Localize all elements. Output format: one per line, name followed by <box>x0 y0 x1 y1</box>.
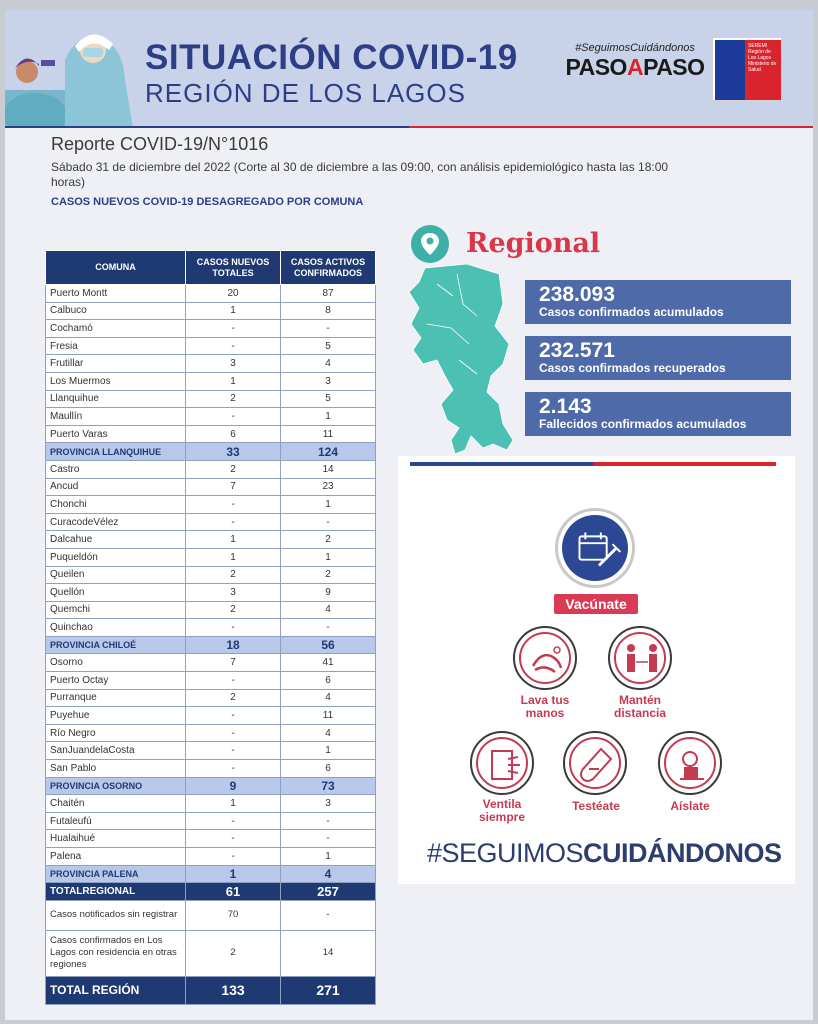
commune-cell: TOTAL REGIÓN <box>46 976 186 1004</box>
province-subtotal-row <box>46 777 376 795</box>
province-subtotal-row <box>46 443 376 461</box>
total-row <box>46 930 376 976</box>
new-cases-cell: 18 <box>186 636 281 654</box>
table-row <box>46 460 376 478</box>
test-tube-icon <box>563 731 627 795</box>
commune-cell: San Pablo <box>46 760 186 778</box>
table-row <box>46 584 376 602</box>
new-cases-cell: 2 <box>186 689 281 707</box>
active-cases-cell: 11 <box>281 425 376 443</box>
regional-stat-box <box>525 392 791 436</box>
commune-cell: PROVINCIA CHILOÉ <box>46 636 186 654</box>
campaign-tag: #SeguimosCuidándonos <box>575 42 695 54</box>
table-row <box>46 496 376 514</box>
table-row <box>46 654 376 672</box>
table-row <box>46 513 376 531</box>
stat-label: Casos confirmados recuperados <box>539 361 726 375</box>
commune-cell: PROVINCIA PALENA <box>46 865 186 883</box>
active-cases-cell: - <box>281 320 376 338</box>
active-cases-cell: - <box>281 900 376 930</box>
stat-label: Fallecidos confirmados acumulados <box>539 417 747 431</box>
table-row <box>46 689 376 707</box>
col-header-new-cases: CASOS NUEVOS TOTALES <box>186 251 281 285</box>
table-row <box>46 425 376 443</box>
regional-stat-box <box>525 336 791 380</box>
header-title: SITUACIÓN COVID-19 <box>145 38 518 77</box>
table-row <box>46 285 376 303</box>
commune-cell: Chaitén <box>46 795 186 813</box>
table-row <box>46 548 376 566</box>
active-cases-cell: 4 <box>281 865 376 883</box>
active-cases-cell: 3 <box>281 372 376 390</box>
active-cases-cell: 87 <box>281 285 376 303</box>
new-cases-cell: - <box>186 337 281 355</box>
commune-cell: Río Negro <box>46 724 186 742</box>
active-cases-cell: 4 <box>281 355 376 373</box>
table-row <box>46 742 376 760</box>
active-cases-cell: 14 <box>281 460 376 478</box>
active-cases-cell: 1 <box>281 742 376 760</box>
new-cases-cell: 1 <box>186 372 281 390</box>
active-cases-cell: 124 <box>281 443 376 461</box>
table-row <box>46 320 376 338</box>
active-cases-cell: 257 <box>281 883 376 901</box>
section-title: CASOS NUEVOS COVID-19 DESAGREGADO POR COMUNA <box>51 196 364 208</box>
table-row <box>46 812 376 830</box>
table-row <box>46 724 376 742</box>
active-cases-cell: 1 <box>281 496 376 514</box>
commune-cell: Puyehue <box>46 707 186 725</box>
hashtag-banner: #SEGUIMOSCUIDÁNDONOS <box>427 838 782 868</box>
table-row <box>46 337 376 355</box>
commune-cell: Quellón <box>46 584 186 602</box>
commune-cell: Hualaihué <box>46 830 186 848</box>
table-row <box>46 355 376 373</box>
commune-cell: Dalcahue <box>46 531 186 549</box>
stat-label: Casos confirmados acumulados <box>539 305 724 319</box>
commune-cell: Casos notificados sin registrar <box>46 900 186 930</box>
commune-cell: Futaleufú <box>46 812 186 830</box>
commune-cell: Puerto Montt <box>46 285 186 303</box>
commune-cell: Chonchi <box>46 496 186 514</box>
wash-hands-label: Lava tus manos <box>520 693 570 720</box>
table-row <box>46 408 376 426</box>
active-cases-cell: 56 <box>281 636 376 654</box>
active-cases-cell: 1 <box>281 408 376 426</box>
new-cases-cell: 1 <box>186 865 281 883</box>
active-cases-cell: 1 <box>281 848 376 866</box>
new-cases-cell: 20 <box>186 285 281 303</box>
commune-cell: Fresia <box>46 337 186 355</box>
isolate-label: Aíslate <box>670 799 710 813</box>
active-cases-cell: 9 <box>281 584 376 602</box>
header-banner <box>5 10 813 128</box>
new-cases-cell: - <box>186 513 281 531</box>
active-cases-cell: - <box>281 812 376 830</box>
table-row <box>46 372 376 390</box>
vaccine-icon <box>555 508 635 588</box>
province-subtotal-row <box>46 865 376 883</box>
social-distance-icon <box>608 626 672 690</box>
ventilate-icon <box>470 731 534 795</box>
table-row <box>46 619 376 637</box>
new-cases-cell: 7 <box>186 478 281 496</box>
table-row <box>46 795 376 813</box>
commune-cell: Puerto Varas <box>46 425 186 443</box>
active-cases-cell: 5 <box>281 337 376 355</box>
total-row <box>46 883 376 901</box>
new-cases-cell: 2 <box>186 930 281 976</box>
commune-cell: Osorno <box>46 654 186 672</box>
commune-cell: Maullín <box>46 408 186 426</box>
isolate-icon <box>658 731 722 795</box>
col-header-commune: COMUNA <box>46 251 186 285</box>
new-cases-cell: 6 <box>186 425 281 443</box>
active-cases-cell: 4 <box>281 724 376 742</box>
new-cases-cell: 61 <box>186 883 281 901</box>
table-row <box>46 531 376 549</box>
commune-cell: Casos confirmados en Los Lagos con residencia en otras regiones <box>46 930 186 976</box>
new-cases-cell: 2 <box>186 601 281 619</box>
new-cases-cell: 1 <box>186 302 281 320</box>
new-cases-cell: 1 <box>186 531 281 549</box>
commune-cell: Frutillar <box>46 355 186 373</box>
active-cases-cell: 6 <box>281 760 376 778</box>
new-cases-cell: 2 <box>186 390 281 408</box>
new-cases-cell: 1 <box>186 548 281 566</box>
commune-cell: PROVINCIA OSORNO <box>46 777 186 795</box>
table-row <box>46 672 376 690</box>
total-row <box>46 900 376 930</box>
commune-cell: SanJuandelaCosta <box>46 742 186 760</box>
commune-cell: PROVINCIA LLANQUIHUE <box>46 443 186 461</box>
active-cases-cell: 6 <box>281 672 376 690</box>
commune-cell: Quinchao <box>46 619 186 637</box>
active-cases-cell: 11 <box>281 707 376 725</box>
new-cases-cell: - <box>186 672 281 690</box>
commune-cell: Quemchi <box>46 601 186 619</box>
report-sheet <box>5 10 813 1020</box>
regional-stat-box <box>525 280 791 324</box>
active-cases-cell: - <box>281 513 376 531</box>
commune-cell: Castro <box>46 460 186 478</box>
table-row <box>46 390 376 408</box>
location-pin-icon <box>410 224 450 264</box>
table-row <box>46 707 376 725</box>
test-yourself-label: Testéate <box>572 799 620 813</box>
table-row <box>46 478 376 496</box>
table-row <box>46 848 376 866</box>
new-cases-cell: - <box>186 707 281 725</box>
ventilate-label: Ventila siempre <box>478 797 526 824</box>
active-cases-cell: 4 <box>281 601 376 619</box>
active-cases-cell: 41 <box>281 654 376 672</box>
commune-cell: Cochamó <box>46 320 186 338</box>
commune-cell: Llanquihue <box>46 390 186 408</box>
table-row <box>46 566 376 584</box>
new-cases-cell: 3 <box>186 584 281 602</box>
hand-washing-icon <box>513 626 577 690</box>
region-map <box>407 264 522 454</box>
active-cases-cell: 4 <box>281 689 376 707</box>
active-cases-cell: - <box>281 619 376 637</box>
report-date: Sábado 31 de diciembre del 2022 (Corte al 30 de diciembre a las 09:00, con análisis epidemiológico hasta las 18:00 horas) <box>51 160 669 189</box>
new-cases-cell: 3 <box>186 355 281 373</box>
new-cases-cell: - <box>186 848 281 866</box>
table-row <box>46 601 376 619</box>
active-cases-cell: - <box>281 830 376 848</box>
prevention-panel <box>398 456 795 884</box>
active-cases-cell: 14 <box>281 930 376 976</box>
health-workers-illustration <box>5 20 137 128</box>
active-cases-cell: 73 <box>281 777 376 795</box>
new-cases-cell: 133 <box>186 976 281 1004</box>
commune-cell: Purranque <box>46 689 186 707</box>
new-cases-cell: 9 <box>186 777 281 795</box>
table-row <box>46 302 376 320</box>
commune-cell: Puerto Octay <box>46 672 186 690</box>
vaccinate-label: Vacúnate <box>554 594 638 614</box>
commune-cell: TOTALREGIONAL <box>46 883 186 901</box>
active-cases-cell: 2 <box>281 566 376 584</box>
new-cases-cell: 7 <box>186 654 281 672</box>
paso-logo-text: PASOAPASO <box>565 54 705 80</box>
stat-value: 238.093 <box>539 283 615 306</box>
active-cases-cell: 1 <box>281 548 376 566</box>
commune-cell: Ancud <box>46 478 186 496</box>
col-header-active-cases: CASOS ACTIVOS CONFIRMADOS <box>281 251 376 285</box>
new-cases-cell: - <box>186 496 281 514</box>
new-cases-cell: 2 <box>186 566 281 584</box>
new-cases-cell: - <box>186 408 281 426</box>
active-cases-cell: 271 <box>281 976 376 1004</box>
commune-cell: Calbuco <box>46 302 186 320</box>
total-row <box>46 976 376 1004</box>
active-cases-cell: 2 <box>281 531 376 549</box>
commune-cell: CuracodeVélez <box>46 513 186 531</box>
commune-cell: Queilen <box>46 566 186 584</box>
active-cases-cell: 3 <box>281 795 376 813</box>
commune-cell: Puqueldón <box>46 548 186 566</box>
stat-value: 232.571 <box>539 339 615 362</box>
header-subtitle: REGIÓN DE LOS LAGOS <box>145 78 466 108</box>
paso-a-paso-logo <box>565 42 705 81</box>
header-stripe <box>5 126 813 128</box>
province-subtotal-row <box>46 636 376 654</box>
new-cases-cell: - <box>186 812 281 830</box>
new-cases-cell: - <box>186 619 281 637</box>
new-cases-cell: 70 <box>186 900 281 930</box>
keep-distance-label: Mantén distancia <box>613 693 667 720</box>
new-cases-cell: 33 <box>186 443 281 461</box>
regional-title: Regional <box>466 228 601 259</box>
table-row <box>46 830 376 848</box>
new-cases-cell: - <box>186 320 281 338</box>
report-title: Reporte COVID-19/N°1016 <box>51 134 269 154</box>
new-cases-cell: - <box>186 724 281 742</box>
new-cases-cell: - <box>186 830 281 848</box>
new-cases-cell: 1 <box>186 795 281 813</box>
active-cases-cell: 23 <box>281 478 376 496</box>
commune-cell: Los Muermos <box>46 372 186 390</box>
new-cases-cell: - <box>186 742 281 760</box>
seremi-logo: SEREMI Región de Los Lagos Ministerio de Salud <box>712 37 782 101</box>
table-row <box>46 760 376 778</box>
cases-by-commune-table <box>45 250 376 1005</box>
new-cases-cell: 2 <box>186 460 281 478</box>
new-cases-cell: - <box>186 760 281 778</box>
commune-cell: Palena <box>46 848 186 866</box>
active-cases-cell: 8 <box>281 302 376 320</box>
active-cases-cell: 5 <box>281 390 376 408</box>
stat-value: 2.143 <box>539 395 592 418</box>
